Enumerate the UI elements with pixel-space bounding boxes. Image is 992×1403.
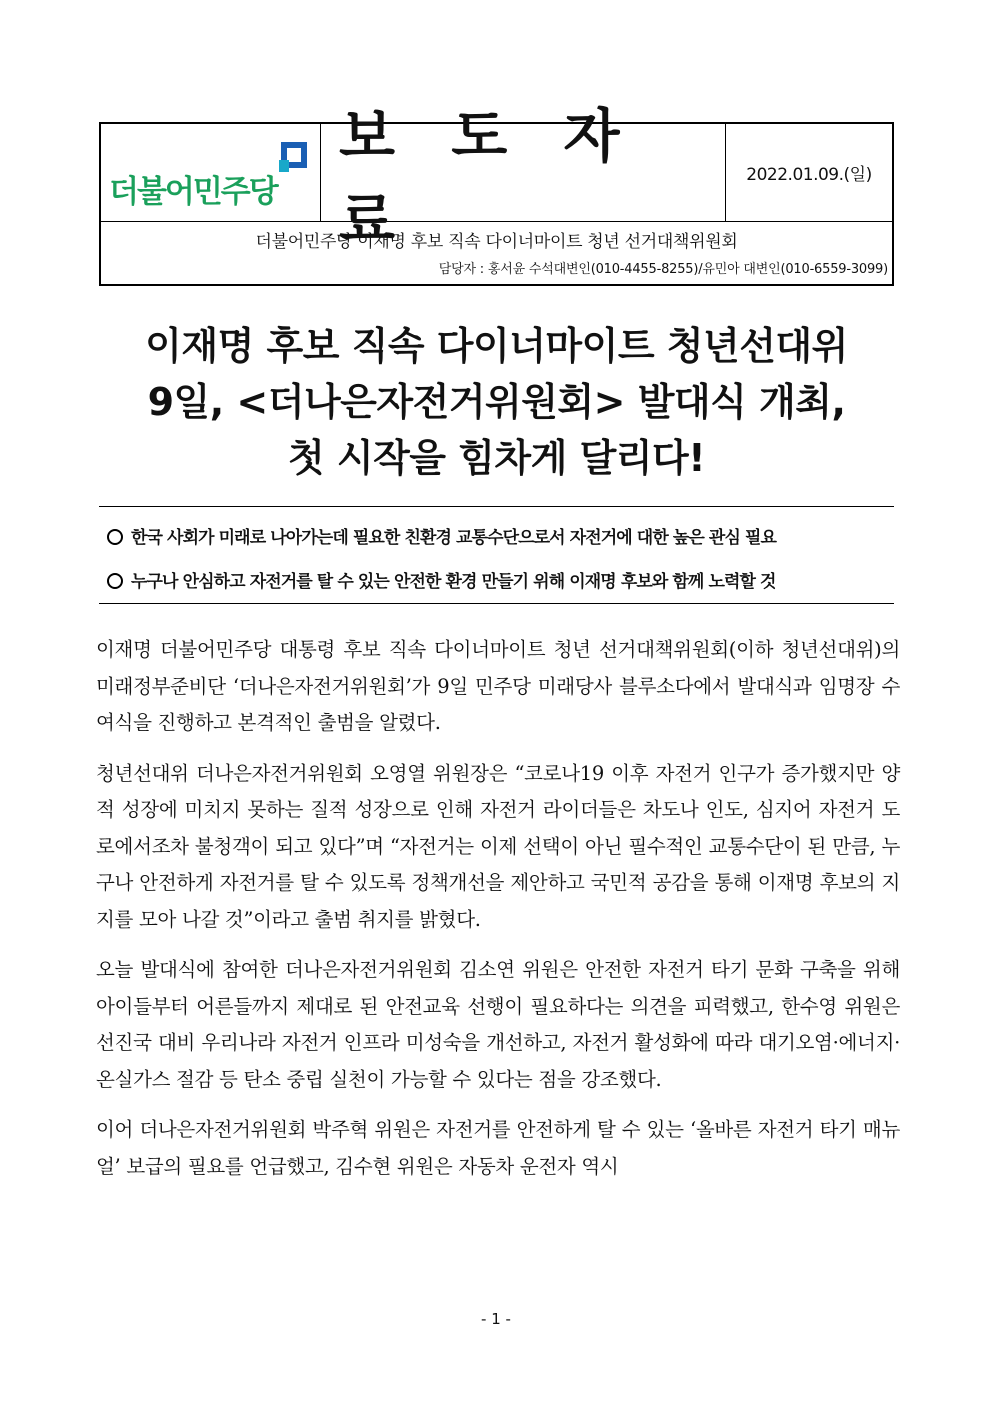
page-number: - 1 -: [481, 1310, 511, 1328]
summary-item: [107, 567, 776, 592]
circle-bullet-icon: [107, 529, 123, 545]
body-text: [96, 632, 900, 1199]
circle-bullet-icon: [107, 573, 123, 589]
headline-line-1: 이재명 후보 직속 다이너마이트 청년선대위: [145, 324, 848, 368]
headline-line-3: 첫 시작을 힘차게 달리다!: [287, 436, 706, 480]
party-logo-text: 더불어민주당: [109, 174, 277, 210]
headline-line-2: 9일, <더나은자전거위원회> 발대식 개최,: [147, 380, 846, 424]
summary-item: [107, 523, 776, 548]
contact-info: 담당자 : 홍서윤 수석대변인(010-4455-8255)/유민아 대변인(010-6559-3099): [438, 262, 888, 277]
press-title: 보 도 자 료: [339, 101, 638, 254]
party-flag-icon: [277, 138, 313, 174]
body-paragraph: 이재명 더불어민주당 대통령 후보 직속 다이너마이트 청년 선거대책위원회(이하 청년선대위)의 미래정부준비단 ‘더나은자전거위원회’가 9일 민주당 미래당사 블루소다에서 발대식과 임명장 수여식을 진행하고 본격적인 출범을 알렸다.: [96, 638, 900, 734]
summary-item-text: 한국 사회가 미래로 나아가는데 필요한 친환경 교통수단으로서 자전거에 대한 높은 관심 필요: [131, 528, 777, 548]
headline: [99, 318, 894, 486]
body-paragraph: 이어 더나은자전거위원회 박주혁 위원은 자전거를 안전하게 탈 수 있는 ‘올바른 자전거 타기 매뉴얼’ 보급의 필요를 언급했고, 김수현 위원은 자동차 운전자 역시: [96, 1118, 900, 1178]
press-header-table: [99, 101, 894, 286]
party-logo-cell: [101, 124, 321, 221]
release-date: 2022.01.09.(일): [746, 165, 872, 185]
body-paragraph: 오늘 발대식에 참여한 더나은자전거위원회 김소연 위원은 안전한 자전거 타기 문화 구축을 위해 아이들부터 어른들까지 제대로 된 안전교육 선행이 필요하다는 의견을 피력했고, 한수영 위원은 선진국 대비 우리나라 자전거 인프라 미성숙을 개선하고, 자전거 활성화에 따라 대기오염·에너지·온실가스 절감 등 탄소 중립 실천이 가능할 수 있다는 점을 강조했다.: [96, 958, 900, 1091]
summary-box: [99, 506, 894, 604]
summary-item-text: 누구나 안심하고 자전거를 탈 수 있는 안전한 환경 만들기 위해 이재명 후보와 함께 노력할 것: [131, 572, 776, 592]
organization-name: 더불어민주당 이재명 후보 직속 다이너마이트 청년 선거대책위원회: [255, 231, 738, 252]
body-paragraph: 청년선대위 더나은자전거위원회 오영열 위원장은 “코로나19 이후 자전거 인구가 증가했지만 양적 성장에 미치지 못하는 질적 성장으로 인해 자전거 라이더들은 차도나 인도, 심지어 자전거 도로에서조차 불청객이 되고 있다”며 “자전거는 이제 선택이 아닌 필수적인 교통수단이 된 만큼, 누구나 안전하게 자전거를 탈 수 있도록 정책개선을 제안하고 국민적 공감을 통해 이재명 후보의 지지를 모아 나갈 것”이라고 출범 취지를 밝혔다.: [96, 761, 900, 931]
